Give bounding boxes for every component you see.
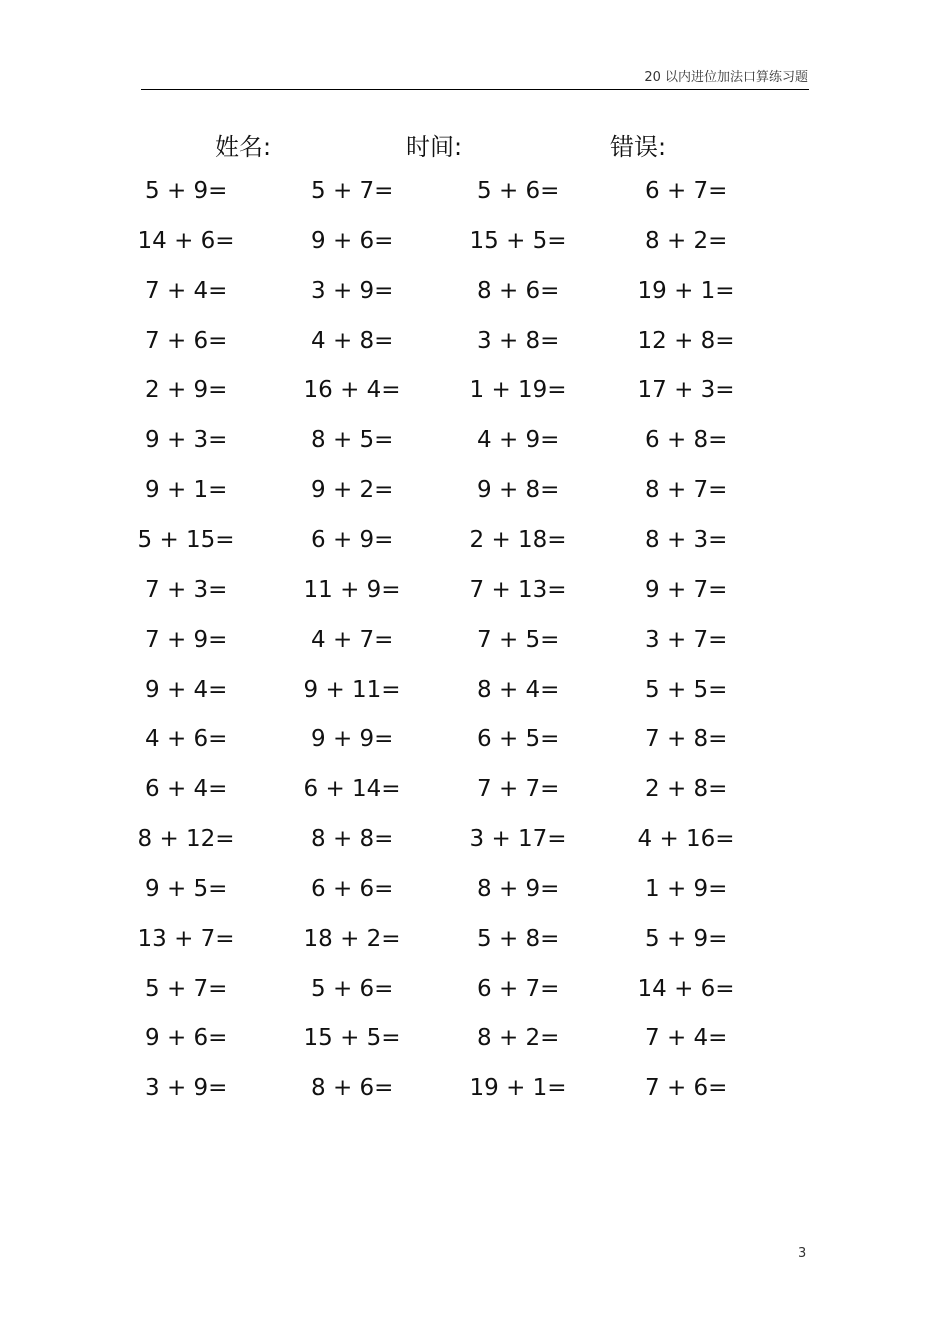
problem-item: 4 + 6=	[145, 726, 228, 753]
problem-item: 8 + 5=	[311, 427, 394, 454]
problem-item: 4 + 9=	[477, 427, 560, 454]
header-title: 20 以内进位加法口算练习题	[644, 70, 808, 85]
problem-item: 7 + 3=	[145, 576, 228, 603]
problem-item: 8 + 9=	[477, 875, 560, 902]
problem-item: 4 + 16=	[637, 826, 735, 853]
problem-item: 15 + 5=	[469, 227, 567, 254]
problem-item: 3 + 8=	[477, 327, 560, 354]
problem-item: 7 + 13=	[469, 576, 567, 603]
problem-item: 8 + 2=	[477, 1025, 560, 1052]
problem-item: 14 + 6=	[137, 227, 235, 254]
problem-item: 2 + 18=	[469, 526, 567, 553]
problem-item: 8 + 12=	[137, 826, 235, 853]
problem-item: 7 + 6=	[645, 1075, 728, 1102]
problem-item: 9 + 3=	[145, 427, 228, 454]
problem-item: 6 + 14=	[303, 776, 401, 803]
problem-item: 1 + 19=	[469, 377, 567, 404]
problem-item: 9 + 5=	[145, 875, 228, 902]
problem-item: 9 + 6=	[145, 1025, 228, 1052]
problem-item: 9 + 6=	[311, 227, 394, 254]
time-field-label: 时间:	[406, 133, 463, 161]
problem-item: 5 + 7=	[311, 178, 394, 204]
problem-item: 7 + 6=	[145, 327, 228, 354]
problem-item: 6 + 9=	[311, 526, 394, 553]
problem-item: 5 + 7=	[145, 975, 228, 1002]
problem-item: 2 + 8=	[645, 776, 728, 803]
problem-item: 7 + 5=	[477, 626, 560, 653]
problem-item: 3 + 9=	[311, 277, 394, 304]
problem-item: 8 + 7=	[645, 477, 728, 504]
problem-item: 18 + 2=	[303, 925, 401, 952]
problem-item: 4 + 8=	[311, 327, 394, 354]
problem-item: 7 + 4=	[145, 277, 228, 304]
problem-item: 9 + 2=	[311, 477, 394, 504]
problem-item: 8 + 2=	[645, 227, 728, 254]
problem-item: 5 + 8=	[477, 925, 560, 952]
problem-item: 6 + 7=	[645, 178, 728, 204]
problem-item: 12 + 8=	[637, 327, 735, 354]
problem-item: 5 + 6=	[311, 975, 394, 1002]
page-number: 3	[798, 1246, 807, 1261]
problem-item: 6 + 5=	[477, 726, 560, 753]
problem-item: 9 + 7=	[645, 576, 728, 603]
problem-item: 3 + 7=	[645, 626, 728, 653]
problem-item: 3 + 17=	[469, 826, 567, 853]
problem-item: 19 + 1=	[637, 277, 735, 304]
errors-field-label: 错误:	[610, 133, 667, 161]
problem-item: 8 + 6=	[311, 1075, 394, 1102]
problem-item: 7 + 9=	[145, 626, 228, 653]
problem-item: 6 + 4=	[145, 776, 228, 803]
problem-item: 16 + 4=	[303, 377, 401, 404]
problem-item: 6 + 6=	[311, 875, 394, 902]
problem-item: 9 + 9=	[311, 726, 394, 753]
problem-item: 5 + 9=	[145, 178, 228, 204]
problem-item: 1 + 9=	[645, 875, 728, 902]
problem-item: 6 + 7=	[477, 975, 560, 1002]
problem-item: 5 + 5=	[645, 676, 728, 703]
problem-item: 7 + 8=	[645, 726, 728, 753]
problem-item: 4 + 7=	[311, 626, 394, 653]
problem-item: 9 + 1=	[145, 477, 228, 504]
problem-item: 2 + 9=	[145, 377, 228, 404]
problem-item: 6 + 8=	[645, 427, 728, 454]
problem-item: 14 + 6=	[637, 975, 735, 1002]
problem-item: 8 + 6=	[477, 277, 560, 304]
problem-item: 15 + 5=	[303, 1025, 401, 1052]
problem-item: 19 + 1=	[469, 1075, 567, 1102]
problem-item: 11 + 9=	[303, 576, 401, 603]
name-field-label: 姓名:	[215, 133, 272, 161]
problem-item: 5 + 6=	[477, 178, 560, 204]
problem-item: 9 + 11=	[303, 676, 401, 703]
problem-item: 8 + 8=	[311, 826, 394, 853]
problem-item: 3 + 9=	[145, 1075, 228, 1102]
problem-item: 8 + 3=	[645, 526, 728, 553]
problem-item: 5 + 9=	[645, 925, 728, 952]
problem-item: 17 + 3=	[637, 377, 735, 404]
problem-item: 7 + 7=	[477, 776, 560, 803]
problem-item: 5 + 15=	[137, 526, 235, 553]
problem-item: 8 + 4=	[477, 676, 560, 703]
problem-item: 9 + 8=	[477, 477, 560, 504]
problem-item: 9 + 4=	[145, 676, 228, 703]
problem-item: 7 + 4=	[645, 1025, 728, 1052]
problem-item: 13 + 7=	[137, 925, 235, 952]
